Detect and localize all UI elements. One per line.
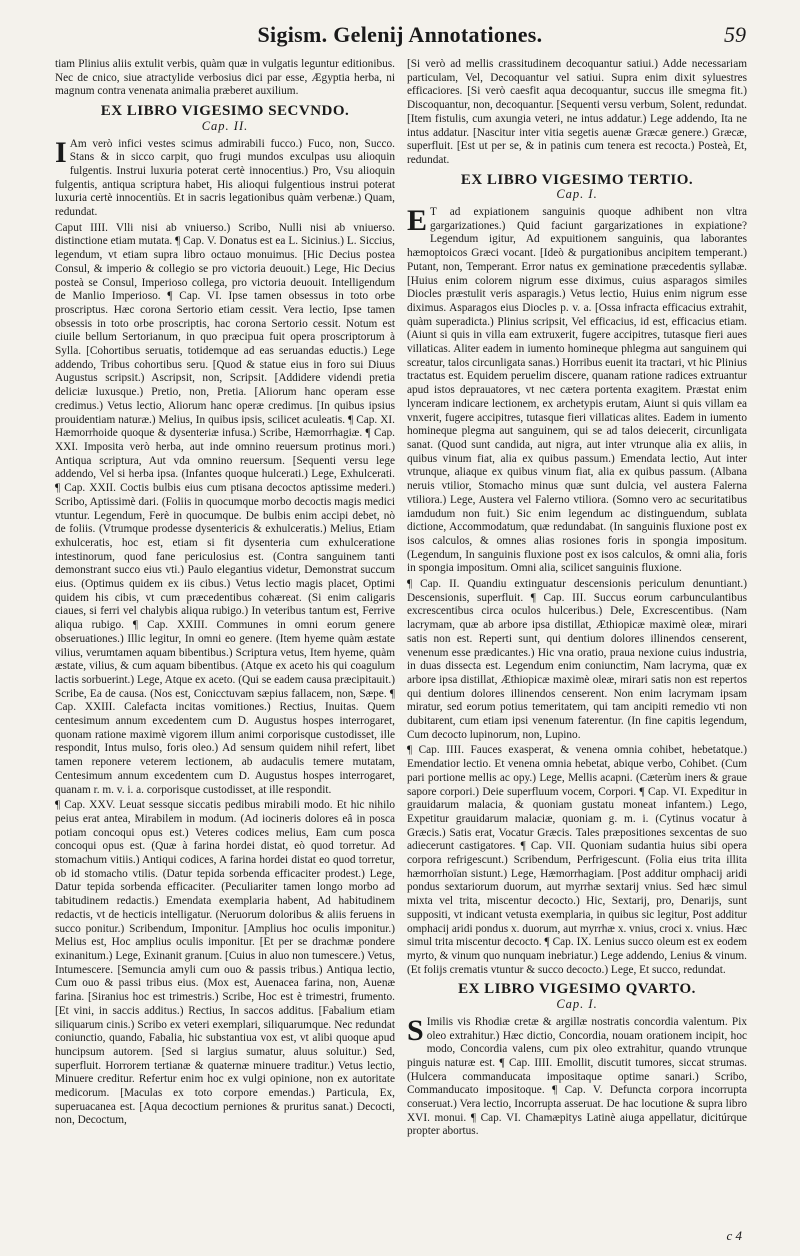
left-column: [55, 58, 395, 1223]
paragraph-text: ¶ Cap. IIII. Fauces exasperat, & venena omnia cohibet, hebetatque.) Emendatior lectio. Et venena omnia hebetat, abique verbo, Cohibet. (Cum pari portione mellis ac opy.) Lege, Mellis acapni. (Cæterùm iners & graue sapore corpori.) Deie superfluum vocem, Corpori. ¶ Cap. VI. Expeditur in grauidarum malacia, & quoniam gustatu moneat infantem.) Lego, Expetitur grauidarum malaciæ, quoniam g. m. i. (Cytinus vocatur à Græcis.) Satis erat, Vocatur Græcis. Tales præpositiones sexcentas de suo adiecerunt castigatores. ¶ Cap. VII. Quoniam sudantia huius sibi opera corpora refrigescunt.) Scribendum, Perfrigescunt. (Folia eius trita illita hæmorrhoïan sistunt.) Lege, Hæmorrhagiam. [Post additur omphacij aridi pondus sextariorum duorum, aut myrrhæ sextarij vnius. Sed hæc simul mixta vel trita, miscentur decocto.) Hic, Sextarij, pro, Denarijs, sunt suppositi, vt indicant vetusta exemplaria, in quibus sic legitur, Post additur omphacij aridi pondus x. duorum, aut myrrhæ x. vnius, croci x. vnius. Hæc simul trita miscentur decocto. ¶ Cap. IX. Lenius succo oleum est ex eodem myrto, & vinum quo nunquam inebriatur.) Lege addendo, Lenius & vinum. (Et folijs crematis vtuntur & succo decocto.) Lege, Et succo, redundat.: [407, 744, 747, 976]
paragraph-text: Am verò infici vestes scimus admirabili fucco.) Fuco, non, Succo. Stans & in sicco carpit, quo frugi mundos exculpas usu alioquin fulgentis. Instrui luxuria poterat certè innocentius.) Pro, Vsu alioquin fulgentis, antiqua scriptura habet, His alioqui fulgentious instrui poterat luxuria certè innocentiùs. Et in sacris legationibus quàm verbenæ.) Quam, redundat.: [55, 137, 395, 219]
drop-cap-initial: I: [55, 135, 67, 169]
paragraph-text: EX LIBRO VIGESIMO SECVNDO.: [100, 103, 350, 120]
drop-cap-initial: E: [407, 204, 428, 238]
annotation-paragraph: [55, 222, 395, 798]
paragraph-text: tiam Plinius aliis extulit verbis, quàm quæ in vulgatis leguntur editionibus. Nec de cnico, siue atractylide verbosius dici par esse, Ægyptia herba, ni magnum contra venenata animalia præberet auxilium.: [55, 58, 395, 98]
book-section-heading: [407, 171, 747, 188]
annotation-paragraph: [55, 58, 395, 99]
annotation-paragraph: [55, 135, 395, 220]
paragraph-text: [Si verò ad mellis crassitudinem decoquantur satiui.) Adde necessariam particulam, Vel, Decoquantur vel satiui. Supra enim dixit syluestres efficaciores. [Si verò caesfit aqua decoquantur, succus ille smegma fit.) Discoquantur, non, decoquantur. [Sequenti versu verbum, Solent, redundat. [Item fistulis, cum axungia veteri, ne intus addatur.) Lege addendo, Ita ne intus addatur. [Nascitur inter vitia segetis auenæ Græcæ genere.) Græcæ, superfluit. [Est ut per se, & in patinis cum tenera est recocta.) Posteà, Et, redundat.: [407, 58, 747, 166]
paragraph-text: ¶ Cap. XXV. Leuat sessque siccatis pedibus mirabili modo. Et hic nihilo peius erat antea, Mirabilem in modum. (Ad iocineris dolores eâ in posca potiam concoqui opus est.) Veteres codices melius, Eam cum posca concoqui opus est. (Quæ à farina hordei distat, eò quod torretur. Ad stomachum vitiis.) Antiqui codices, A farina hordei distat eo quod torretur, ob id stomacho vtilis. (Datur tepida sorbenda efficaciter prodest.) Lege, Datur tepida sorbenda efficaciter. (Peculiariter tamen longo morbo ad tabitudinem redactis.) Emendata exemplaria habent, Ad habitudinem redactis, vt de hecticis intelligatur. (Neruorum doloribus & aliis feruens in succo ponitur.) Scribendum, Imponitur. [Amplius hoc oculis imponitur.) Melius est, Hoc amplius oculis imponitur. [Et per se drachmæ pondere exinanitum.) Lege, Exinanit granum. [Cuius in aluo non tumescere.) Vetus, Intumescere. [Semuncia amyli cum ouo & passis tribus.) Antiqua lectio, Cum ouo & passi tribus eius. (Mox est, Auenacea farina, non, Auenæ farina. [Siranius hoc est trimestris.) Scribe, Hoc est è trimestri, frumento. [Et vini, in saccis additus.) Rectius, In saccos additus. [Fabalium etiam siliquarum cinis.) Scribo ex veteri exemplari, siliquarumque. Nec redundat coniunctio, quando, Fabalia, hic substantiua vox est, vt alibi quoque apud huncipsum autorem. [Sed si largius sumatur, aluus soluitur.) Sed, superfluit. Horrorem tertianæ & quaternæ minuere traditur.) Vetus lectio, Minuere creditur. Refertur enim hoc ex vulgi opinione, non ex autoritate medicorum. [Maculas ex toto corpore emendas.) Particula, Ex, superuacanea est. [Aqua decoctium perniones & pruritus sanat.) Decocti, non, Decoctum,: [55, 799, 395, 1127]
annotation-paragraph: [407, 578, 747, 742]
page-header: [0, 22, 800, 52]
paragraph-text: EX LIBRO VIGESIMO QVARTO.: [458, 981, 696, 998]
chapter-heading: [55, 120, 395, 134]
annotation-paragraph: [407, 744, 747, 977]
chapter-heading: [407, 998, 747, 1012]
right-column: [407, 58, 747, 1223]
annotation-paragraph: [55, 799, 395, 1128]
annotation-paragraph: [407, 58, 747, 168]
paragraph-text: Cap. I.: [556, 997, 598, 1012]
annotation-paragraph: [407, 1013, 747, 1139]
paragraph-text: Cap. II.: [201, 118, 249, 133]
page-number: 59: [724, 22, 746, 47]
annotation-paragraph: [407, 206, 747, 576]
paragraph-text: Caput IIII. Vlli nisi ab vniuerso.) Scribo, Nulli nisi ab vniuerso. distinctione etiam mutata. ¶ Cap. V. Donatus est ea L. Sicinius.) L. Siccius, legendum, vt etiam supra libro octauo monuimus. [Hic Decius postea Consul, & imperio & collegio se pro victoria deuouit.) Lege, Hic Decius posteà se Consul, Imperioso collega, pro victoria deuouit. Intelligendum de Manlio Imperioso. ¶ Cap. VI. Ipse tamen obsessus in toto orbe proscriptus. Hæc corona Sertorio etiam cessit. Vera lectio, Ipse tamen obsessis in toto orbe proscriptis, hac corona Sertorio cessit. Notum est ciuile bellum Sertorianum, in quo præcipua fuit opera proscriptorum à Sylla. [Cohortibus seruatis, totidemque ad eas seruandas eductis.) Lege addendo, Tribus cohortibus seru. [Quod & statue eius in foro sui Diuus Augustus scripsit.) Ascripsit, non, Scripsit. [Addidere videndi pretia deliciæ luxusque.) Pretio, non, Pretia. [Aliorum hanc operam esse credimus.) Vetus lectio, Aliorum hanc operæ credimus. [In quibus ipsius prouidentiam naturæ.) Melius, In quibus ipsis, scilicet aculeatis. ¶ Cap. XI. Hæmorrhoide quoque & dysenteriæ infusa.) Scribe, Hæmorrhagiæ. ¶ Cap. XXI. Imposita verò herba, aut inde omnino reuersum protinus mori.) Antiqua scriptura, Aut vda omnino reuersum. [Sequenti versu lege addendo, Vel si herba ipsa. (Infantes quoque hulcerati.) Lege, Exhulcerati. ¶ Cap. XXII. Coctis bulbis eius cum ptisana decoctos aptissime mederi.) Scribo, Aptissimè dari. (Foliis in quocumque morbo decoctis magis medici vtuntur. Legendum, Ferè in quocumque. De bulbis enim accipi debet, nò de foliis. (Vtrumque prodesse dysentericis & exhulceratis.) Melius, Etiam exhulceratis, hoc est, etiam si fit dysenteria cum exhulceratione intestinorum, quod fane periculosius est. (Contra sanguinem tanti demonstrant succo eius vti.) Paulo elegantius videtur, Demonstrat succum eius. (Optimus quidem ex iis cibus.) Vetus lectio magis placet, Optimi quidem his cibis, vt cum præcedentibus cohæreat. (Si enim caligaris ciaues, si ferri vel chalybis aliqua rubigo.) In veteribus tantum est, Ferrive aliqua rubigo. ¶ Cap. XXIII. Communes in omni eorum genere obseruationes.) Illic legitur, In omni eo genere. (Item hyeme quàm æstate vilius, verumtamen aquam bibentibus.) Scriptura vetus, Item hyeme, quàm æstate, vilius, & cum aquam bibentibus. (Atque ex aceto his qui coagulum lactis sorbuerint.) Lege, Atque ex aceto. (Qui se eadem causa præcipitauit.) Scribe, Ea de causa. (Nos est, Conicctuvam sæpius fallacem, non, Sæpe. ¶ Cap. XXIII. Calefacta incitas vomitiones.) Rectius, Inuitas. Quem centesimum annum excedentem cum D. Augustus hospes interrogaret, quonam ratione maximè vigorem illum animi corporisque custodisset, ille respondit, Intus mulso, foris oleo.) Ad sensum quidem nihil refert, libet tamen reponere veterem lectionem, ab audaculis temere mutatam, Centesimum annum excedentem cum D. Augustus hospes interrogaret, quanam r. m. v. i. a. corporisque custodisset, at ille respondit.: [55, 221, 395, 796]
paragraph-text: ¶ Cap. II. Quandiu extinguatur descensionis periculum denuntiant.) Descensionis, superfluit. ¶ Cap. III. Succus eorum carbunculantibus excrescentibus circa oculos hulceribus.) Dele, Excrescentibus. (Nam lacrymam, quæ ab arbore ipsa distillat, Æthiopicæ maximè oleæ, mirari satis non est. Reperti sunt, qui dentium dolores illinendos censerent, venenum esse prædicantes.) Hic vna oratio, praua nexione cuius industria, in duas dissecta est. Legendum enim coniunctim, Nam lacryma, quæ ex arbore ipsa distillat, Æthiopicæ maximè oleæ, mirari satis non est repertos qui dentium dolores illinendos censerent. Non enim lacrymam ipsam miratur, sed eorum potius temeritatem, qui tam ancipiti remedio vti non dubitarent, cum etiam ipsi venenum faterentur. (In fine capitis legendum, Cum decocto lupinorum, non, Lupino.: [407, 578, 747, 741]
running-title: Sigism. Gelenij Annotationes.: [257, 22, 543, 47]
book-section-heading: [407, 983, 747, 997]
paragraph-text: EX LIBRO VIGESIMO TERTIO.: [460, 171, 694, 188]
signature-mark: c 4: [726, 1228, 742, 1243]
paragraph-text: Imilis vis Rhodiæ cretæ & argillæ nostratis concordia valentum. Pix oleo extrahitur.) Hæc dictio, Concordia, nouam orationem incipit, hoc modo, Concordia valens, cum pix oleo extrahitur, quando vtrunque pinguis naturæ est. ¶ Cap. IIII. Emollit, discutit tumores, siccat strumas. (Hulcera commanducata impositaque optime sanari.) Scribo, Commanducato impositoque. ¶ Cap. V. Defuncta corpora incorrupta conseruat.) Vera lectio, Incorrupta asseruat. De hac locutione & supra libro XVI. monui. ¶ Cap. VI. Chamæpitys Latinè aiuga appellatur, dicitúrque propter abortus.: [407, 1015, 747, 1138]
paragraph-text: T ad expiationem sanguinis quoque adhibent non vltra gargarizationes.) Quid faciunt gargarizationes in expiatione? Legendum igitur, Ad expuitionem sanguinis, qua laborantes hæmoptoicos Græci vocant. [Ideò & purgationibus ancipitem temperant.) Putant, non, Temperant. Error natus ex geminatione præcedentis syllabæ. [Huius enim colorem nigrum esse diximus, cuius asparagos similes Diocles præstulit veris asparagis.) Vetus lectio, Huius enim nigrum esse diximus. Asparagos eius Diocles p. v. a. [Ossa infracta efficacius extrahit, quàm superadicta.) Plinius scripsit, Vel efficacius, id est, efficacius etiam. (Aiunt si quis in villa eam extruxerit, fugere accipitres, tutasque fieri aues villaticas. Aliter eadem in iumento homineque phlegma aut sanguinem qui screatur, talos circunligata sanas.) Horribus euenit ita tractari, vt hic Plinius tractatus est. Equidem peruelim discere, quanam ratione radices extruantur apud istos deprauatores, vt nec cætera portenta exagitem. Præstat enim lynceram indicare lectionem, ex archetypis erutam, Aiunt si quis villam ea vnxerit, fugere accipitres, tutasque fieri villaticas alites. Eadem in iumento homineque plegma aut sanguinem, qui se ad talos deiecerit, circunligata sanat. (Quod sunt candida, aut nigra, aut inter vtrunque alia ex aliis, in quibus vinum fiat, alia ex quibus passum.) Emendata lectio, Aut inter vtrunque, aliaque ex quibus vinum fiat, alia ex quibus passum. (Albana neruis vtilior, Stomacho minus quæ sunt dulcia, vel austera Falerna vtiliora.) Lege, Austera vel Falerno vtiliora. (Somno vero ac securitatibus iamdudum non fuit.) Sic enim legendum ac distinguendum, sublata dictione, Accommodatum, quæ redundabat. (In sanguinis fluxione post ex isos calculos, & omnes alias rosiones foris in spongia impositum. (Legendum, In sanguinis fluxione post ex isos calculos, & omni alia, foris in spongia impositum. Omni alia, scilicet sanguinis fluxione.: [407, 206, 747, 575]
book-section-heading: [55, 105, 395, 119]
drop-cap-initial: S: [407, 1013, 424, 1047]
chapter-heading: [407, 188, 747, 202]
paragraph-text: Cap. I.: [556, 187, 598, 202]
